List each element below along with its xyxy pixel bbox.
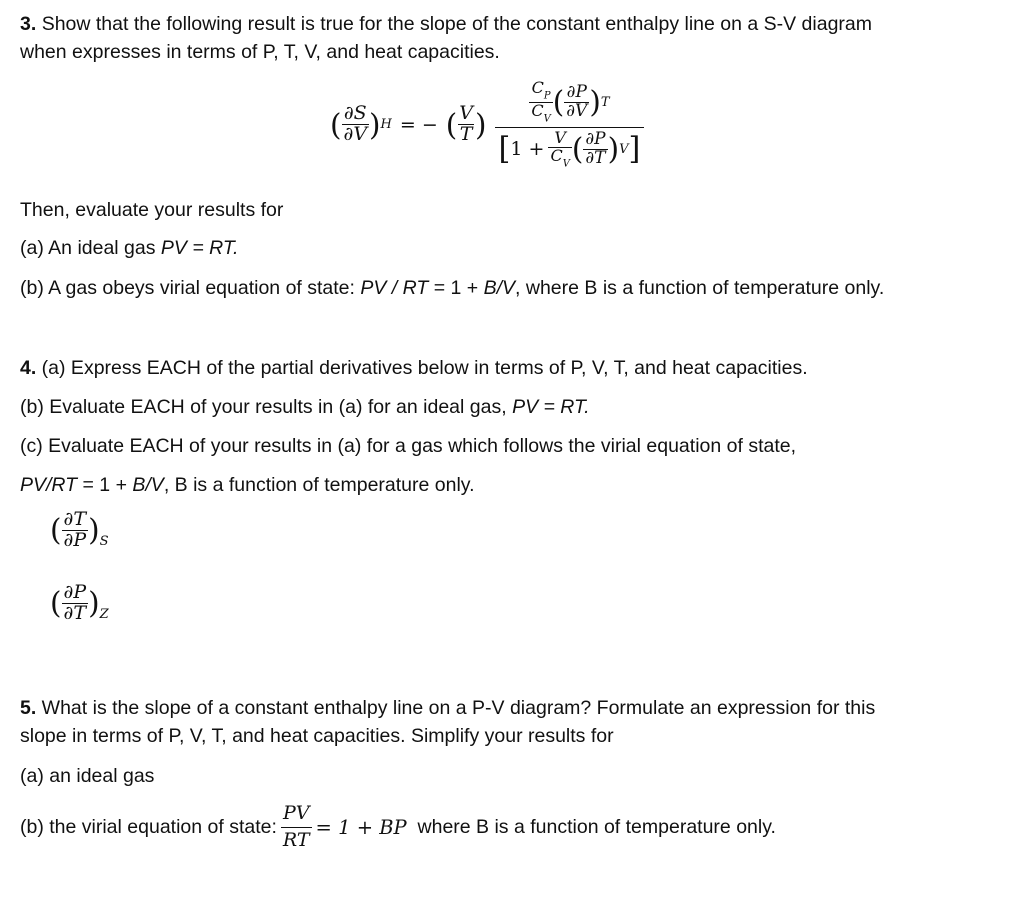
v-cv xyxy=(548,127,571,170)
paren-a: ( xyxy=(552,84,565,119)
q5-b-eq: = 1 + BP xyxy=(315,815,407,839)
sub-T: T xyxy=(600,94,610,110)
q4-c2-eq: PV/RT xyxy=(20,474,78,496)
sub-H: H xyxy=(380,117,392,133)
dP-2: ∂P xyxy=(585,129,606,150)
sub-V: V xyxy=(619,141,629,157)
q5-b xyxy=(20,804,776,851)
q3-line1 xyxy=(20,10,872,38)
dP-dT-2 xyxy=(62,583,89,624)
v-2: V xyxy=(562,157,570,169)
q4-number: 4. xyxy=(20,357,37,379)
q3-formula xyxy=(330,80,644,169)
one-plus: 1 + xyxy=(510,137,545,160)
q4-b xyxy=(20,393,590,421)
q4-deriv1 xyxy=(50,510,109,551)
open-paren: ( xyxy=(330,107,342,142)
q3-b xyxy=(20,274,884,302)
Cv-2: C xyxy=(550,145,563,165)
V-2: V xyxy=(554,127,566,147)
q4-b-prefix: (b) Evaluate EACH of your results in (a) for an ideal gas, xyxy=(20,396,513,418)
q5-line1 xyxy=(20,694,875,722)
dS-dV-fraction xyxy=(342,104,370,145)
q5-a: (a) an ideal gas xyxy=(20,765,155,787)
close-paren: ) xyxy=(369,107,381,142)
q5-text: What is the slope of a constant enthalpy line on a P-V diagram? Formulate an expression for this xyxy=(36,697,876,719)
Cv: C xyxy=(531,100,544,120)
T: T xyxy=(459,123,473,146)
d2-num: ∂P xyxy=(63,581,87,603)
dS: ∂S xyxy=(343,102,367,125)
big-fraction xyxy=(495,80,645,169)
pv-rt-fraction xyxy=(281,804,312,851)
d2-open: ( xyxy=(50,586,62,621)
d1-open: ( xyxy=(50,513,62,548)
q5-b-prefix: (b) the virial equation of state: xyxy=(20,815,277,838)
dP: ∂P xyxy=(566,82,587,103)
equals-minus: = − xyxy=(399,113,438,136)
bracket-close: ] xyxy=(628,131,641,167)
q3-line2: when expresses in terms of P, T, V, and heat capacities. xyxy=(20,41,500,63)
q3-text: Show that the following result is true for the slope of the constant enthalpy line on a S-V diagram xyxy=(41,13,872,35)
numerator xyxy=(523,80,615,127)
paren-b: ) xyxy=(589,84,601,119)
dT-dP xyxy=(62,510,89,551)
q4-deriv2 xyxy=(50,583,109,624)
open-paren-2: ( xyxy=(445,107,458,142)
rt: RT xyxy=(282,828,310,851)
q4-c2 xyxy=(20,471,475,499)
q4-c2-suffix: , B is a function of temperature only. xyxy=(163,474,475,496)
paren-c: ( xyxy=(571,132,584,167)
d2-sub: Z xyxy=(99,606,109,622)
q4-c: (c) Evaluate EACH of your results in (a) for a gas which follows the virial equation of state, xyxy=(20,435,797,457)
bracket-open: [ xyxy=(498,131,511,167)
q3-b-mid: = 1 + xyxy=(428,277,484,299)
denominator xyxy=(495,127,645,170)
q3-a-prefix: (a) An ideal gas xyxy=(20,237,161,259)
q3-b-prefix: (b) A gas obeys virial equation of state: xyxy=(20,277,361,299)
q3-number: 3. xyxy=(20,13,37,35)
q4-c2-mid: = 1 + xyxy=(77,474,133,496)
V-T-fraction xyxy=(457,104,475,145)
dV-2: ∂V xyxy=(566,100,588,121)
q4-a xyxy=(20,354,808,382)
q3-a xyxy=(20,234,238,262)
q3-b-bv: B/V xyxy=(483,277,516,299)
cp-cv xyxy=(529,80,552,125)
q4-b-eq: PV = RT. xyxy=(512,396,590,418)
q5-b-suffix: where B is a function of temperature only. xyxy=(406,815,776,838)
dP-dT xyxy=(583,131,607,168)
dP-dV xyxy=(564,84,589,121)
V: V xyxy=(459,102,474,125)
d1-close: ) xyxy=(88,513,100,548)
close-paren-2: ) xyxy=(475,107,487,142)
d1-num: ∂T xyxy=(63,508,87,530)
q5-line2: slope in terms of P, V, T, and heat capacities. Simplify your results for xyxy=(20,725,614,747)
q5-number: 5. xyxy=(20,697,37,719)
q4-c2-bv: B/V xyxy=(132,474,164,496)
dV: ∂V xyxy=(343,123,368,146)
Cp: C xyxy=(531,78,544,97)
d2-den: ∂T xyxy=(63,601,87,624)
dT: ∂T xyxy=(585,148,606,169)
q3-then: Then, evaluate your results for xyxy=(20,199,284,221)
p: P xyxy=(543,90,551,102)
paren-d: ) xyxy=(607,132,620,167)
q4-a-text: (a) Express EACH of the partial derivatives below in terms of P, V, T, and heat capacities. xyxy=(36,357,808,379)
q3-b-eq: PV / RT xyxy=(360,277,429,299)
d1-den: ∂P xyxy=(63,528,87,551)
d2-close: ) xyxy=(88,586,100,621)
v: V xyxy=(543,113,551,125)
q3-b-suffix: , where B is a function of temperature only. xyxy=(515,277,885,299)
pv: PV xyxy=(282,802,310,824)
q3-a-eq: PV = RT. xyxy=(160,237,239,259)
d1-sub: S xyxy=(99,533,109,549)
